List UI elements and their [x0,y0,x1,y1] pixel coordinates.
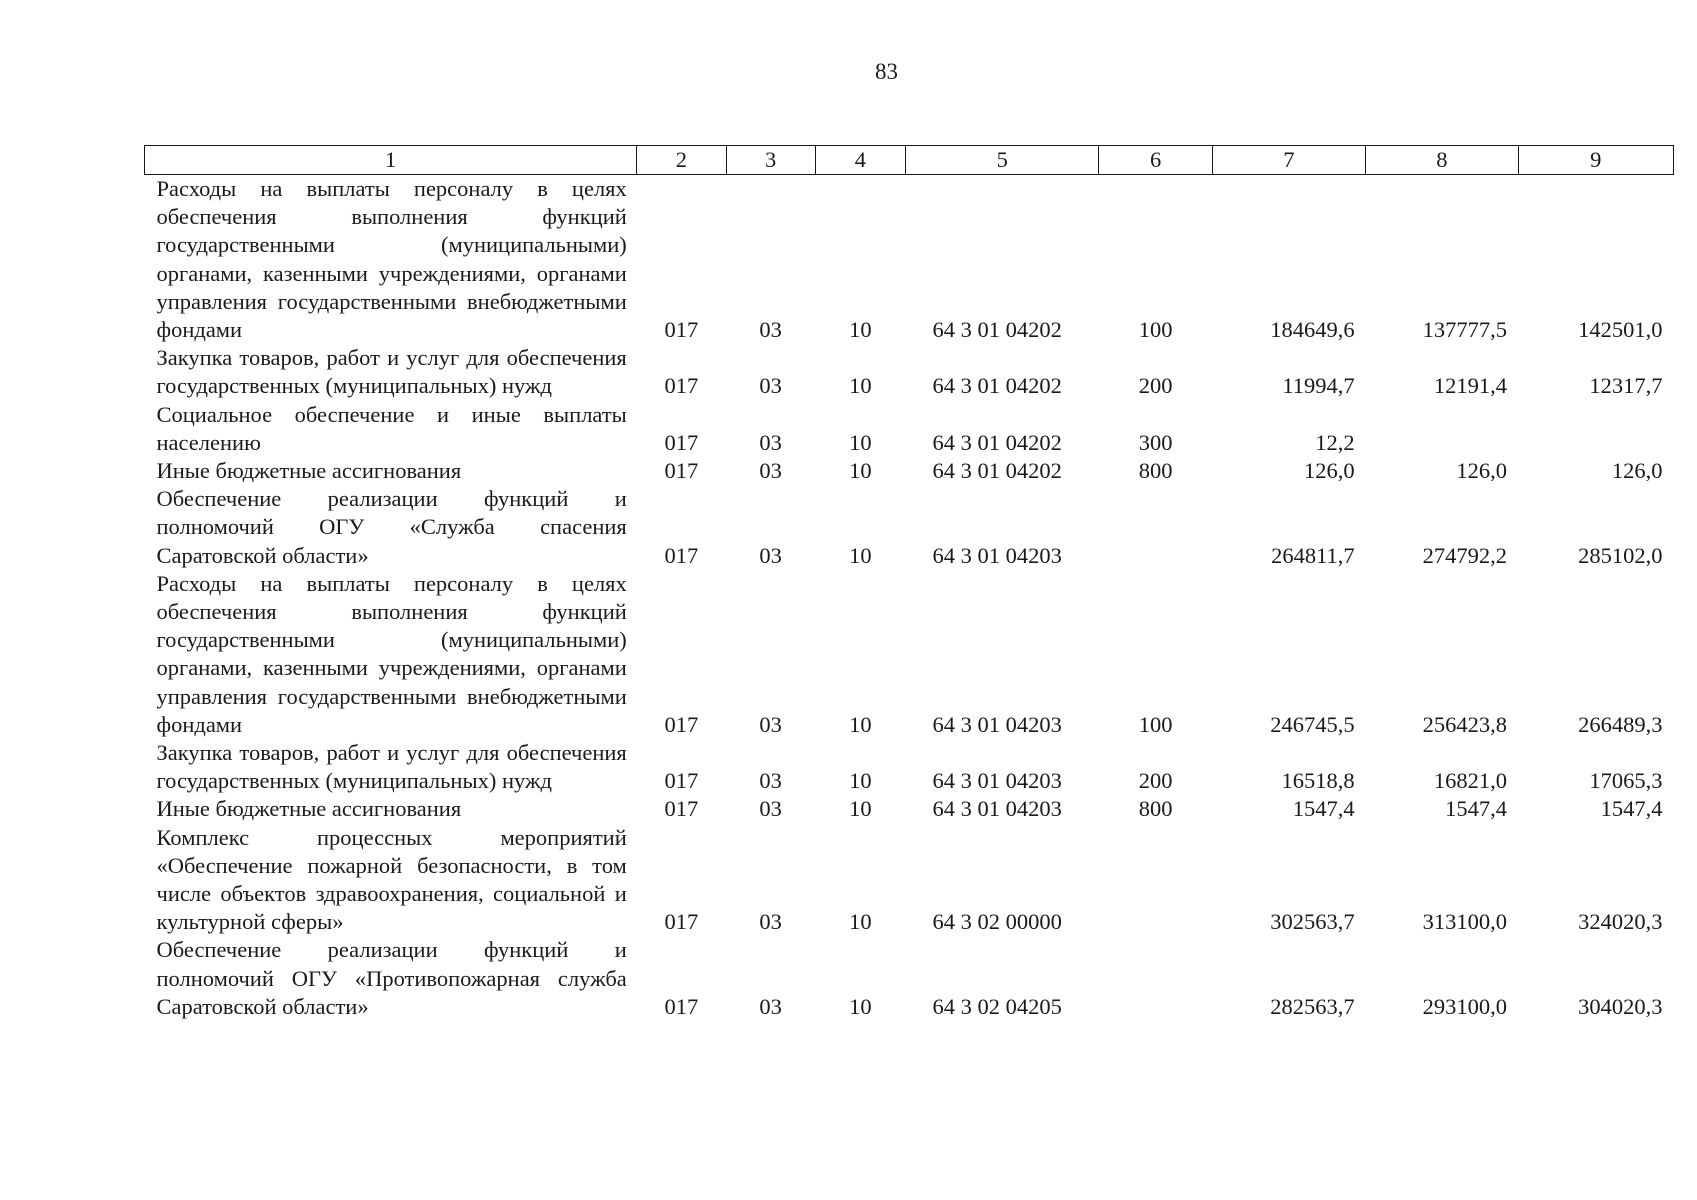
cell-subsection: 10 [849,429,872,455]
column-header-7: 7 [1212,146,1365,175]
table-row [145,824,1674,937]
cell-target-article: 64 3 01 04202 [932,429,1062,455]
cell-section: 03 [759,542,782,568]
cell-ministry-code: 017 [664,542,699,568]
cell-amount-col7: 1547,4 [1292,796,1355,822]
cell-subsection: 10 [849,458,872,484]
cell-amount-col9 [1518,401,1673,457]
cell-section: 03 [759,909,782,935]
cell-amount-col8: 274792,2 [1422,542,1508,568]
cell-expense-type [1099,485,1212,570]
cell-expense-type [1099,824,1212,937]
cell-ministry-code: 017 [664,458,699,484]
table-row [145,485,1674,570]
cell-ministry-code: 017 [664,317,699,343]
cell-section: 03 [759,429,782,455]
cell-amount-col7: 11994,7 [1282,373,1355,399]
table-header [145,146,1674,175]
cell-amount-col9: 324020,3 [1578,909,1663,935]
cell-section: 03 [759,993,782,1019]
cell-subsection: 10 [849,317,872,343]
cell-amount-col7: 126,0 [1304,458,1355,484]
cell-section: 03 [759,711,782,737]
budget-table [144,145,1674,1021]
row-description: Иные бюджетные ассигнования [156,796,462,822]
row-description: Расходы на выплаты персоналу в целях обеспечения выполнения функций государственными (муниципальными) органами, казенными учреждениями, органами управления государственными внебюджетными фондами [156,570,627,737]
cell-expense-type: 800 [1138,458,1173,484]
cell-amount-col8: 137777,5 [1422,317,1508,343]
column-header-3: 3 [726,146,815,175]
cell-expense-type: 300 [1138,429,1173,455]
cell-target-article: 64 3 01 04202 [932,373,1062,399]
cell-section: 03 [759,768,782,794]
cell-ministry-code: 017 [664,711,699,737]
cell-amount-col7: 282563,7 [1270,993,1355,1019]
column-header-1: 1 [145,146,637,175]
table-row [145,795,1674,823]
cell-target-article: 64 3 01 04202 [932,458,1062,484]
cell-amount-col7: 184649,6 [1270,317,1355,343]
row-description: Комплекс процессных мероприятий «Обеспечение пожарной безопасности, в том числе объектов здравоохранения, социальной и культурной сферы» [156,824,627,935]
table-body [145,175,1674,1022]
column-header-4: 4 [815,146,905,175]
cell-subsection: 10 [849,373,872,399]
row-description: Социальное обеспечение и иные выплаты населению [156,401,627,455]
cell-subsection: 10 [849,993,872,1019]
cell-ministry-code: 017 [664,993,699,1019]
cell-amount-col7: 302563,7 [1270,909,1355,935]
cell-expense-type [1099,936,1212,1021]
table-row [145,457,1674,485]
cell-amount-col8: 16821,0 [1433,768,1508,794]
cell-amount-col8: 313100,0 [1422,909,1508,935]
cell-amount-col8: 293100,0 [1422,993,1508,1019]
cell-subsection: 10 [849,768,872,794]
cell-expense-type: 800 [1138,796,1173,822]
page-number: 83 [875,59,898,84]
cell-amount-col8 [1366,401,1518,457]
cell-amount-col7: 264811,7 [1271,542,1355,568]
table-row [145,175,1674,345]
cell-target-article: 64 3 01 04203 [932,768,1062,794]
cell-ministry-code: 017 [664,796,699,822]
cell-amount-col8: 126,0 [1456,458,1508,484]
cell-ministry-code: 017 [664,429,699,455]
column-header-5: 5 [905,146,1099,175]
cell-amount-col9: 1547,4 [1600,796,1663,822]
cell-amount-col9: 12317,7 [1589,373,1663,399]
cell-expense-type: 100 [1138,317,1173,343]
cell-amount-col9: 17065,3 [1589,768,1663,794]
cell-amount-col7: 16518,8 [1281,768,1355,794]
column-header-9: 9 [1518,146,1673,175]
column-header-6: 6 [1099,146,1212,175]
cell-amount-col8: 12191,4 [1433,373,1508,399]
cell-target-article: 64 3 01 04202 [932,317,1062,343]
table-row [145,401,1674,457]
cell-subsection: 10 [849,796,872,822]
cell-section: 03 [759,458,782,484]
cell-section: 03 [759,796,782,822]
cell-amount-col9: 266489,3 [1578,711,1663,737]
cell-subsection: 10 [849,909,872,935]
cell-amount-col7: 12,2 [1315,429,1355,455]
cell-expense-type: 200 [1138,373,1173,399]
cell-ministry-code: 017 [664,768,699,794]
column-header-8: 8 [1366,146,1518,175]
cell-amount-col8: 256423,8 [1422,711,1508,737]
row-description: Закупка товаров, работ и услуг для обеспечения государственных (муниципальных) нужд [156,345,627,399]
cell-target-article: 64 3 01 04203 [932,542,1062,568]
cell-subsection: 10 [849,542,872,568]
cell-amount-col9: 126,0 [1611,458,1663,484]
cell-subsection: 10 [849,711,872,737]
row-description: Иные бюджетные ассигнования [156,458,462,484]
row-description: Обеспечение реализации функций и полномочий ОГУ «Служба спасения Саратовской области» [156,486,627,568]
cell-ministry-code: 017 [664,373,699,399]
cell-amount-col9: 304020,3 [1578,993,1663,1019]
cell-amount-col8: 1547,4 [1445,796,1508,822]
cell-target-article: 64 3 02 04205 [932,993,1062,1019]
row-description: Расходы на выплаты персоналу в целях обеспечения выполнения функций государственными (муниципальными) органами, казенными учреждениями, органами управления государственными внебюджетными фондами [156,176,627,343]
cell-target-article: 64 3 01 04203 [932,796,1062,822]
cell-amount-col7: 246745,5 [1270,711,1355,737]
cell-section: 03 [759,373,782,399]
header-row [145,146,1674,175]
cell-amount-col9: 142501,0 [1578,317,1663,343]
table-row [145,739,1674,795]
cell-expense-type: 200 [1138,768,1173,794]
cell-expense-type: 100 [1138,711,1173,737]
table-row [145,936,1674,1021]
table-row [145,570,1674,739]
row-description: Обеспечение реализации функций и полномочий ОГУ «Противопожарная служба Саратовской области» [156,937,627,1019]
table-row [145,344,1674,400]
cell-amount-col9: 285102,0 [1578,542,1663,568]
cell-target-article: 64 3 02 00000 [932,909,1062,935]
cell-section: 03 [759,317,782,343]
row-description: Закупка товаров, работ и услуг для обеспечения государственных (муниципальных) нужд [156,740,627,794]
column-header-2: 2 [637,146,726,175]
cell-ministry-code: 017 [664,909,699,935]
cell-target-article: 64 3 01 04203 [932,711,1062,737]
